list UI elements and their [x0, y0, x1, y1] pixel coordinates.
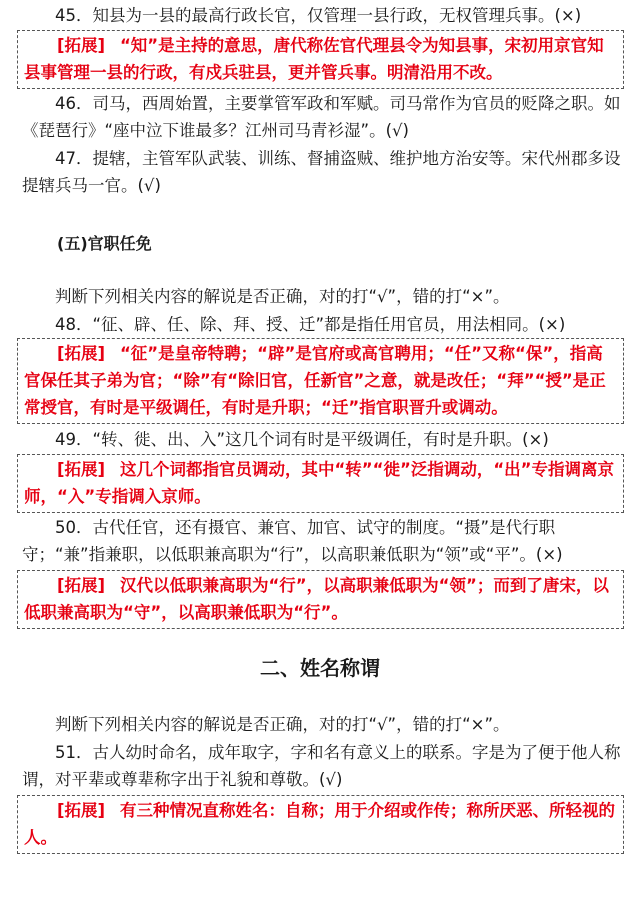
extension-tag: [拓展] [57, 460, 106, 479]
question-46 [22, 90, 622, 144]
extension-text: “知”是主持的意思，唐代称佐官代理县令为知县事，宋初用京官知县事管理一县的行政，有戍兵驻县，更并管兵事。明清沿用不改。 [24, 36, 604, 82]
extension-box-48 [17, 338, 624, 424]
question-45 [22, 2, 622, 29]
extension-text: 汉代以低职兼高职为“行”，以高职兼低职为“领”；而到了唐宋，以低职兼高职为“守”，以高职兼低职为“行”。 [24, 576, 609, 622]
question-text: 49．“转、徙、出、入”这几个词有时是平级调任，有时是升职。(×) [55, 430, 549, 449]
question-text: 48．“征、辟、任、除、拜、授、迁”都是指任用官员，用法相同。(×) [55, 315, 566, 334]
question-text: 47．提辖，主管军队武装、训练、督捕盗贼、维护地方治安等。宋代州郡多设提辖兵马一官。(√) [22, 149, 621, 195]
question-text: 46．司马，西周始置，主要掌管军政和军赋。司马常作为官员的贬降之职。如《琵琶行》“座中泣下谁最多？江州司马青衫湿”。(√) [22, 94, 621, 140]
question-51 [22, 739, 622, 793]
extension-tag: [拓展] [57, 576, 106, 595]
extension-tag: [拓展] [57, 801, 106, 820]
instruction-text: 判断下列相关内容的解说是否正确，对的打“√”，错的打“×”。 [55, 715, 510, 734]
extension-tag: [拓展] [57, 36, 106, 55]
question-text: 45．知县为一县的最高行政长官，仅管理一县行政，无权管理兵事。(×) [55, 6, 582, 25]
section-heading-names: 二、姓名称谓 [260, 656, 380, 680]
instruction-text: 判断下列相关内容的解说是否正确，对的打“√”，错的打“×”。 [55, 287, 510, 306]
question-47 [22, 145, 622, 199]
extension-box-45 [17, 30, 624, 89]
question-50 [22, 514, 622, 568]
question-text: 50．古代任官，还有摄官、兼官、加官、试守的制度。“摄”是代行职守；“兼”指兼职，以低职兼高职为“行”，以高职兼低职为“领”或“平”。(×) [22, 518, 563, 564]
extension-box-50 [17, 570, 624, 629]
question-48 [22, 311, 622, 338]
extension-text: 有三种情况直称姓名：自称；用于介绍或作传；称所厌恶、所轻视的人。 [24, 801, 615, 847]
extension-box-51 [17, 795, 624, 854]
extension-tag: [拓展] [57, 344, 106, 363]
question-text: 51．古人幼时命名，成年取字，字和名有意义上的联系。字是为了便于他人称谓，对平辈或尊辈称字出于礼貌和尊敬。(√) [22, 743, 621, 789]
extension-text: “征”是皇帝特聘；“辟”是官府或高官聘用；“任”又称“保”，指高官保任其子弟为官；“除”有“除旧官，任新官”之意，就是改任；“拜”“授”是正常授官，有时是平级调任，有时是升职；“迁”指官职晋升或调动。 [24, 344, 606, 417]
extension-box-49 [17, 454, 624, 513]
extension-text: 这几个词都指官员调动，其中“转”“徙”泛指调动，“出”专指调离京师，“入”专指调入京师。 [24, 460, 615, 506]
instruction-2 [22, 711, 622, 738]
instruction-1 [22, 283, 622, 310]
question-49 [22, 426, 622, 453]
section-heading-appointment: (五)官职任免 [57, 234, 152, 253]
